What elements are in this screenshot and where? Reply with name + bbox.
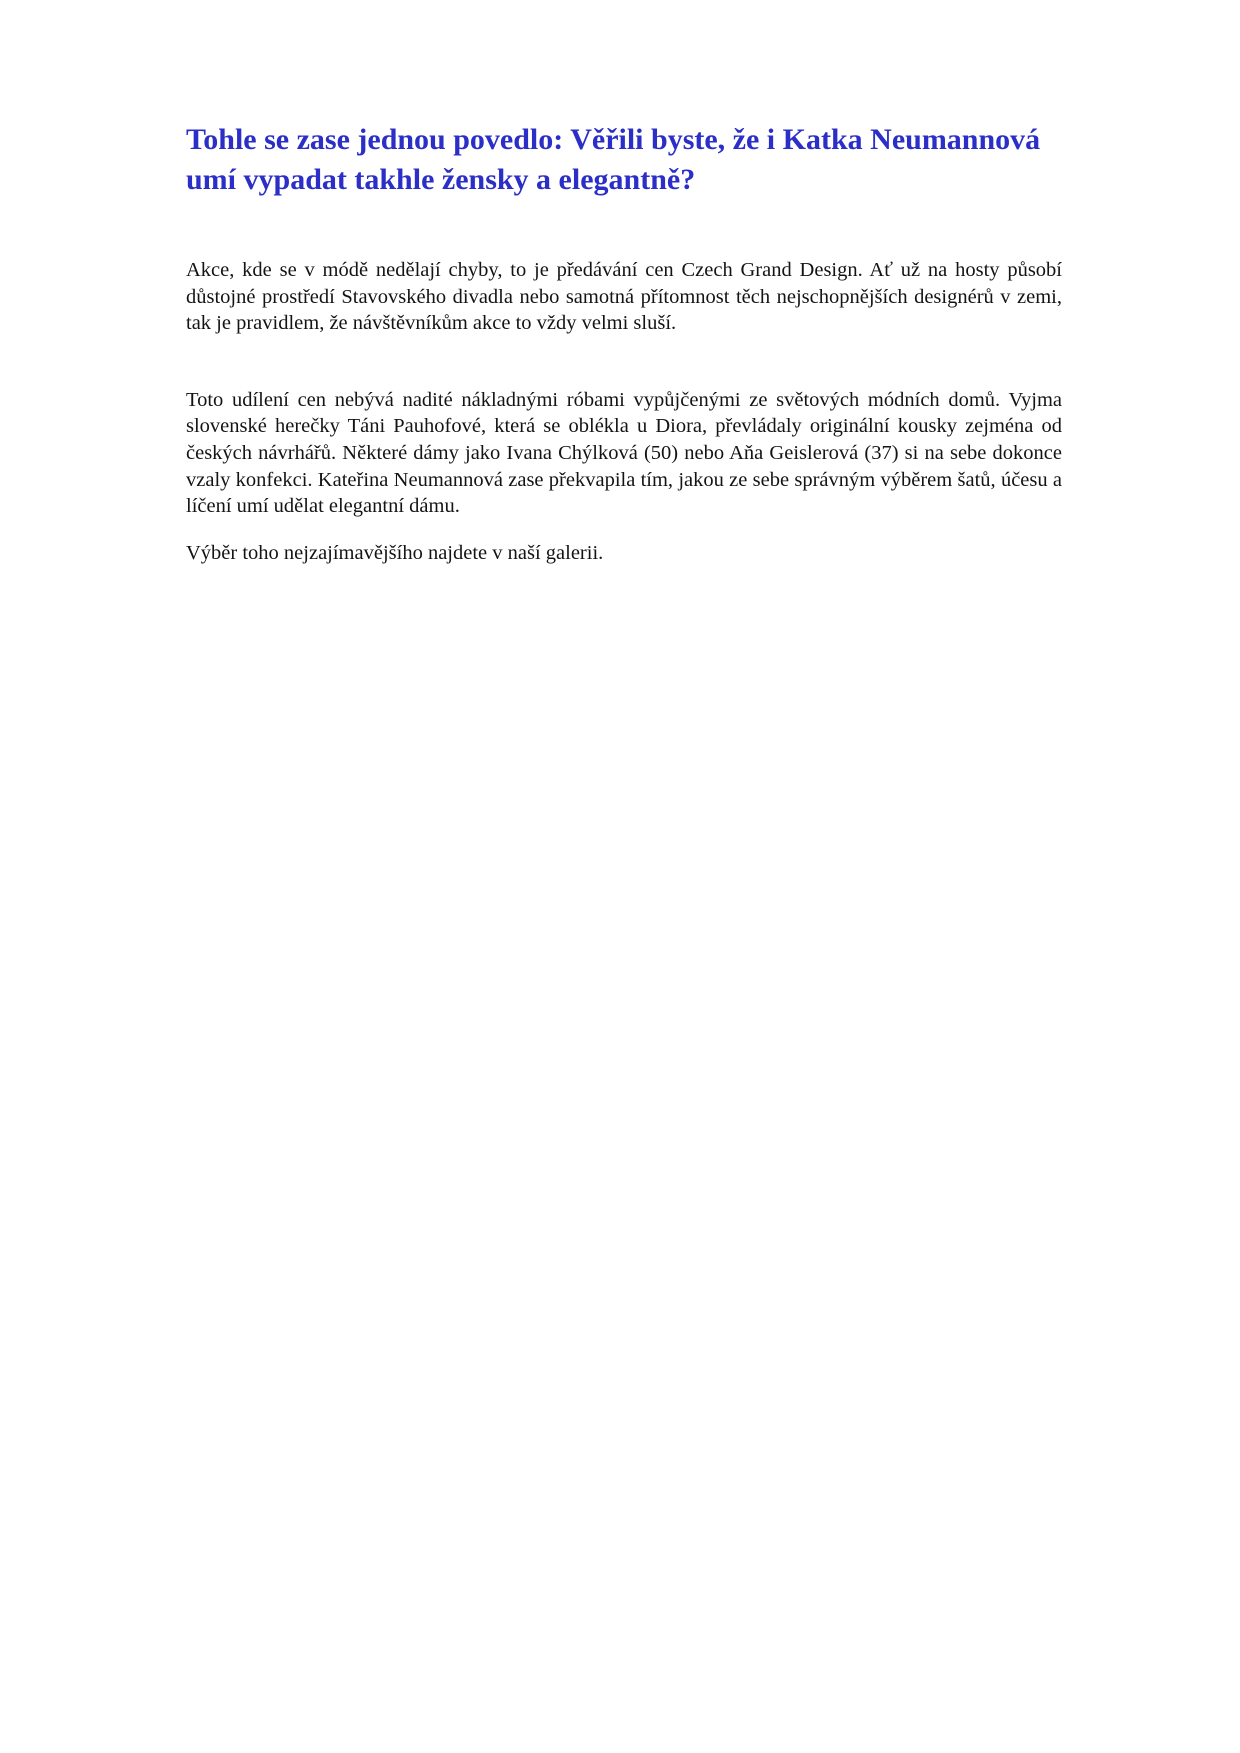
closing-paragraph: Výběr toho nejzajímavějšího najdete v naší galerii. <box>186 541 604 564</box>
article-title: Tohle se zase jednou povedlo: Věřili byste, že i Katka Neumannová umí vypadat takhle žensky a elegantně? <box>186 123 1041 196</box>
intro-paragraph: Akce, kde se v módě nedělají chyby, to je předávání cen Czech Grand Design. Ať už na hosty působí důstojné prostředí Stavovského divadla nebo samotná přítomnost těch nejschopnějších designérů v zemi, tak je pravidlem, že návštěvníkům akce to vždy velmi sluší. <box>186 259 1062 335</box>
main-paragraph: Toto udílení cen nebývá nadité nákladnými róbami vypůjčenými ze světových módních domů. Vyjma slovenské herečky Táni Pauhofové, která se oblékla u Diora, převládaly originální kousky zejména od českých návrhářů. Některé dámy jako Ivana Chýlková (50) nebo Aňa Geislerová (37) si na sebe dokonce vzaly konfekci. Kateřina Neumannová zase překvapila tím, jakou ze sebe správným výběrem šatů, účesu a líčení umí udělat elegantní dámu. <box>186 388 1062 518</box>
